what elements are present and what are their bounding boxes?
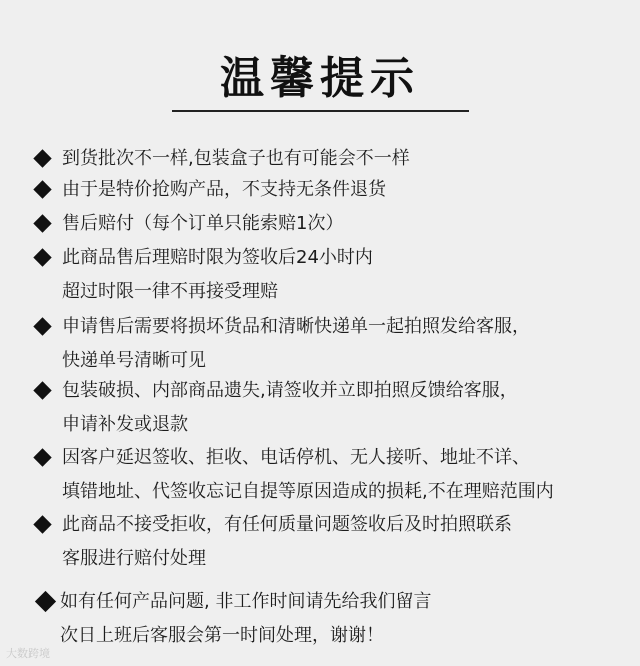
note-8-line-1: 此商品不接受拒收，有任何质量问题签收后及时拍照联系	[62, 514, 512, 535]
diamond-bullet-icon	[33, 248, 51, 266]
note-9-line-2: 次日上班后客服会第一时间处理，谢谢！	[60, 625, 384, 646]
diamond-bullet-icon	[33, 317, 51, 335]
watermark: 大数跨境	[6, 647, 50, 660]
diamond-bullet-icon	[33, 214, 51, 232]
diamond-bullet-icon	[33, 515, 51, 533]
note-6-line-1: 包装破损、内部商品遗失,请签收并立即拍照反馈给客服，	[62, 380, 518, 401]
note-5-line-2: 快递单号清晰可见	[62, 350, 206, 371]
note-4-line-1: 此商品售后理赔时限为签收后24小时内	[62, 247, 373, 268]
note-8-line-2: 客服进行赔付处理	[62, 548, 206, 569]
note-9-line-1: 如有任何产品问题, 非工作时间请先给我们留言	[60, 591, 432, 612]
note-1-line-1: 到货批次不一样,包装盒子也有可能会不一样	[62, 148, 410, 169]
note-7-line-1: 因客户延迟签收、拒收、电话停机、无人接听、地址不详、	[62, 447, 530, 468]
note-7-line-2: 填错地址、代签收忘记自提等原因造成的损耗,不在理赔范围内	[62, 481, 554, 502]
diamond-bullet-icon	[33, 180, 51, 198]
note-4-line-2: 超过时限一律不再接受理赔	[62, 281, 278, 302]
note-5-line-1: 申请售后需要将损坏货品和清晰快递单一起拍照发给客服，	[62, 316, 530, 337]
diamond-bullet-icon	[35, 591, 56, 612]
note-6-line-2: 申请补发或退款	[62, 414, 188, 435]
page-title: 温馨提示	[220, 53, 420, 104]
note-3-line-1: 售后赔付（每个订单只能索赔1次）	[62, 213, 344, 234]
diamond-bullet-icon	[33, 448, 51, 466]
diamond-bullet-icon	[33, 381, 51, 399]
diamond-bullet-icon	[33, 149, 51, 167]
note-2-line-1: 由于是特价抢购产品，不支持无条件退货	[62, 179, 386, 200]
